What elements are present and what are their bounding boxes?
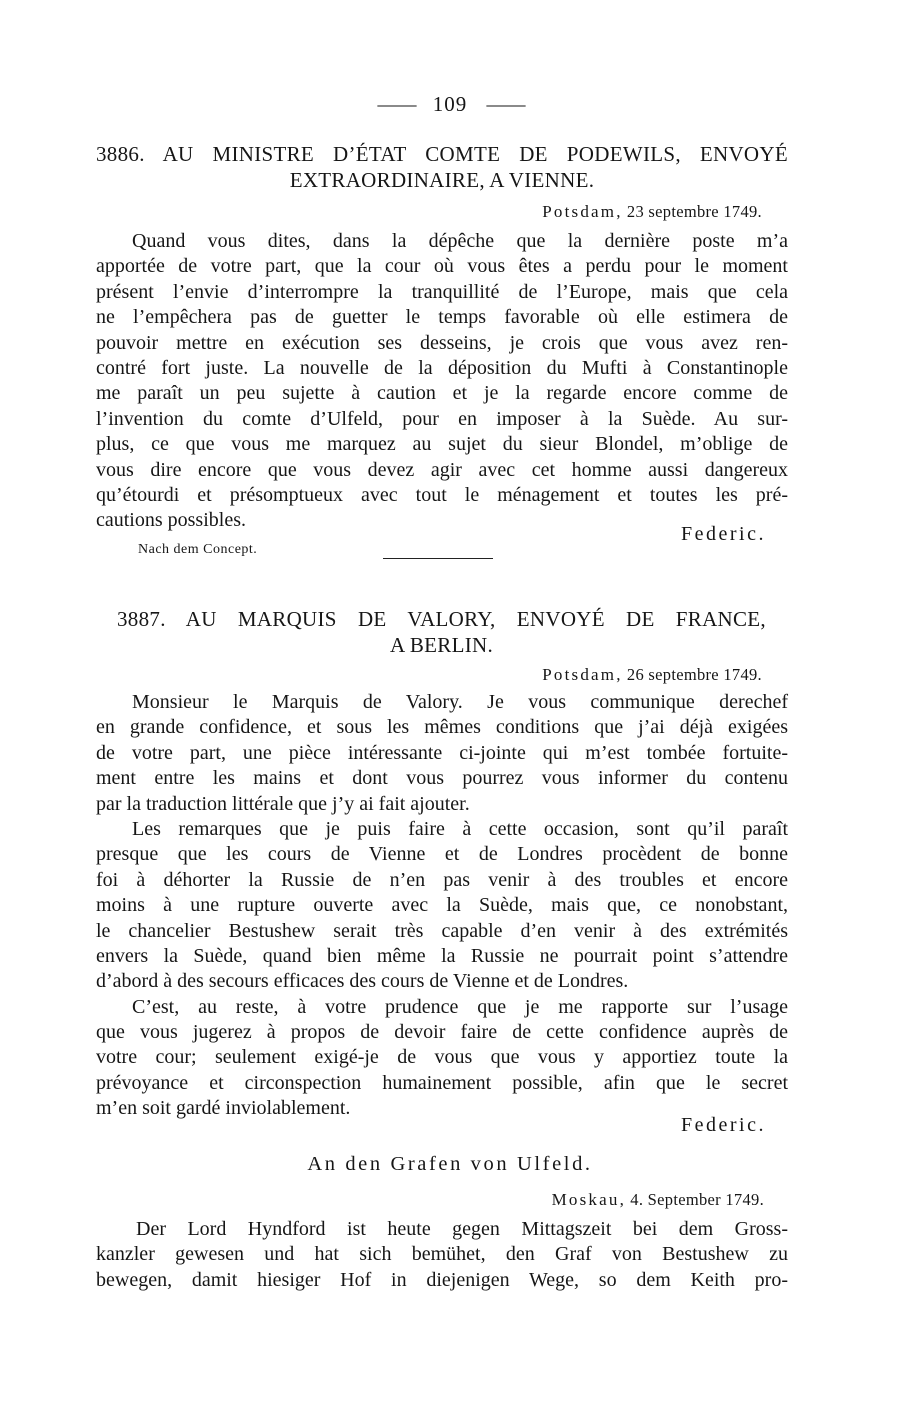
text-line: présent l’envie d’interrompre la tranquillité de l’Europe, mais que cela — [96, 280, 788, 303]
page-header — [0, 92, 900, 117]
date-text: 26 septembre 1749. — [626, 665, 762, 684]
letter-body — [96, 229, 788, 534]
text-line: qu’étourdi et présomptueux avec tout le ménagement et toutes les pré- — [96, 483, 788, 506]
letter-body — [96, 690, 788, 1122]
text-line: cautions possibles. — [96, 509, 246, 532]
letter-heading — [117, 606, 766, 658]
dateline — [300, 202, 762, 222]
text-line: apportée de votre part, que la cour où vous êtes a perdu pour le moment — [96, 255, 788, 278]
text-line: vous dire encore que vous devez agir avec cet homme aussi dangereux — [96, 458, 788, 481]
date-text: 23 septembre 1749. — [626, 202, 762, 221]
page-number: 109 — [432, 92, 468, 116]
text-line: le chancelier Bestushew serait très capable d’en venir à des extrémités — [96, 919, 788, 942]
text-line: foi à déhorter la Russie de n’en pas venir à des troubles et encore — [96, 868, 788, 891]
source-note: Nach dem Concept. — [138, 542, 258, 557]
text-line: Der Lord Hyndford ist heute gegen Mittagszeit bei dem Gross- — [136, 1218, 788, 1240]
text-line: Les remarques que je puis faire à cette occasion, sont qu’il paraît — [132, 817, 788, 840]
text-line: C’est, au reste, à votre prudence que je me rapporte sur l’usage — [132, 995, 788, 1018]
header-dash-left: —— — [377, 92, 414, 116]
date-text: 4. September 1749. — [630, 1190, 764, 1209]
text-line: contré fort juste. La nouvelle de la déposition du Mufti à Constantinople — [96, 356, 788, 379]
heading-line: EXTRAORDINAIRE, A VIENNE. — [289, 168, 595, 192]
enclosure-heading: An den Grafen von Ulfeld. — [307, 1153, 593, 1175]
text-line: bewegen, damit hiesiger Hof in diejenigen Wege, so dem Keith pro- — [96, 1268, 788, 1291]
text-line: pouvoir mettre en exécution ses desseins, je crois que vous avez ren- — [96, 331, 788, 354]
letter-heading — [96, 141, 788, 193]
section-divider — [383, 558, 493, 559]
text-line: ne l’empêchera pas de guetter le temps favorable où elle estimera de — [96, 306, 788, 329]
text-line: kanzler gewesen und hat sich bemühet, den Graf von Bestushew zu — [96, 1243, 788, 1266]
place-name: Potsdam, — [542, 202, 623, 221]
signature: Federic. — [681, 1114, 766, 1136]
text-line: l’invention du comte d’Ulfeld, pour en imposer à la Suède. Au sur- — [96, 407, 788, 430]
text-line: moins à une rupture ouverte avec la Suède, mais que, ce nonobstant, — [96, 894, 788, 917]
text-line: votre cour; seulement exigé-je de vous que vous y apportiez toute la — [96, 1046, 788, 1069]
text-line: presque que les cours de Vienne et de Londres procèdent de bonne — [96, 843, 788, 866]
text-line: me paraît un peu sujette à caution et je la regarde encore comme de — [96, 382, 788, 405]
text-line: ment entre les mains et dont vous pourrez vous informer du contenu — [96, 767, 788, 790]
signature: Federic. — [681, 523, 766, 545]
text-line: de votre part, une pièce intéressante ci-jointe qui m’est tombée fortuite- — [96, 741, 788, 764]
text-line: que vous jugerez à propos de devoir faire de cette confidence auprès de — [96, 1021, 788, 1044]
text-line: Quand vous dites, dans la dépêche que la dernière poste m’a — [132, 230, 788, 252]
text-line: par la traduction littérale que j’y ai fait ajouter. — [96, 792, 470, 815]
text-line: envers la Suède, quand bien même la Russie ne pourrait point s’attendre — [96, 944, 788, 967]
heading-line: A BERLIN. — [389, 633, 494, 657]
header-dash-right: —— — [486, 92, 523, 116]
heading-line: 3886. AU MINISTRE D’ÉTAT COMTE DE PODEWILS, ENVOYÉ — [96, 142, 788, 166]
text-line: d’abord à des secours efficaces des cours de Vienne et de Londres. — [96, 970, 629, 993]
dateline — [300, 665, 762, 685]
text-line: Monsieur le Marquis de Valory. Je vous communique derechef — [132, 691, 788, 713]
text-line: m’en soit gardé inviolablement. — [96, 1097, 351, 1120]
text-line: prévoyance et circonspection humainement possible, afin que le secret — [96, 1071, 788, 1094]
letter-body — [96, 1217, 788, 1293]
text-line: plus, ce que vous me marquez au sujet du sieur Blondel, m’oblige de — [96, 433, 788, 456]
heading-line: 3887. AU MARQUIS DE VALORY, ENVOYÉ DE FRANCE, — [117, 607, 766, 631]
place-name: Potsdam, — [542, 665, 623, 684]
dateline — [300, 1190, 764, 1210]
place-name: Moskau, — [551, 1190, 627, 1209]
text-line: en grande confidence, et sous les mêmes conditions que j’ai déjà exigées — [96, 716, 788, 739]
